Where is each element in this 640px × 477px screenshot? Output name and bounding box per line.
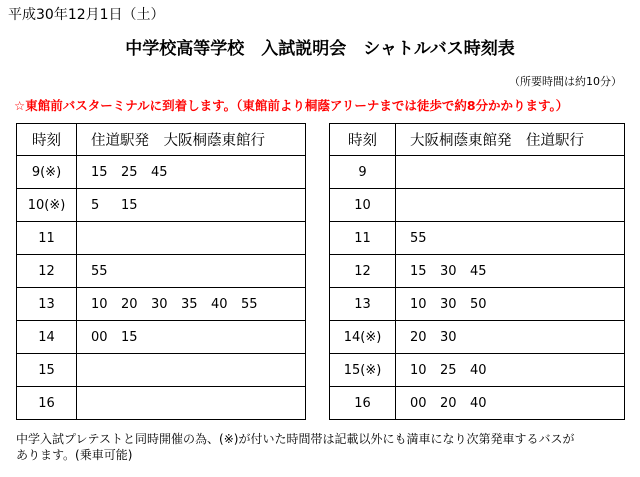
table-row [17,288,306,321]
footer-note [16,431,628,463]
table-row [17,321,306,354]
hour-cell: 11 [17,222,77,255]
departure-minute: 10 [410,296,427,312]
hour-cell: 14(※) [330,321,396,354]
departure-minutes-cell [396,321,625,354]
timetable-body [17,156,306,420]
timetable-to-suminodo-station [329,123,625,420]
table-row [330,255,625,288]
hour-column-header: 時刻 [330,124,396,156]
table-row [17,387,306,420]
departure-minute: 10 [91,296,108,312]
departure-minute: 40 [470,395,487,411]
footer-note-line: あります。(乗車可能) [16,448,133,462]
table-row [17,189,306,222]
departure-minutes-cell [77,255,306,288]
table-header-row [330,124,625,156]
departure-minute: 30 [440,296,457,312]
hour-cell: 15(※) [330,354,396,387]
table-header-row [17,124,306,156]
departure-minute: 15 [121,197,138,213]
route-column-header: 住道駅発 大阪桐蔭東館行 [77,124,306,156]
departure-minutes-cell [77,222,306,255]
departure-minutes-cell [396,156,625,189]
departure-minutes-cell [396,255,625,288]
hour-cell: 9(※) [17,156,77,189]
hour-cell: 15 [17,354,77,387]
table-row [330,354,625,387]
departure-minute: 00 [91,329,108,345]
departure-minute: 20 [410,329,427,345]
departure-minute: 20 [440,395,457,411]
departure-minutes-cell [77,354,306,387]
hour-column-header: 時刻 [17,124,77,156]
table-row [330,222,625,255]
footer-note-line: 中学入試プレテストと同時開催の為、(※)が付いた時間帯は記載以外にも満車になり次第発車するバスが [16,432,575,446]
table-row [17,156,306,189]
departure-minute: 50 [470,296,487,312]
table-row [17,255,306,288]
departure-minute: 55 [241,296,258,312]
departure-minute: 25 [121,164,138,180]
date-heading: 平成30年12月1日（土） [8,7,165,23]
departure-minutes-cell [396,189,625,222]
departure-minute: 45 [470,263,487,279]
hour-cell: 13 [330,288,396,321]
departure-minutes-cell [396,222,625,255]
page-title: 中学校高等学校 入試説明会 シャトルバス時刻表 [125,39,515,59]
hour-cell: 12 [17,255,77,288]
departure-minute: 45 [151,164,168,180]
hour-cell: 11 [330,222,396,255]
departure-minutes-cell [77,288,306,321]
hour-cell: 10 [330,189,396,222]
table-row [330,288,625,321]
departure-minutes-cell [396,288,625,321]
departure-minute: 55 [410,230,427,246]
departure-minutes-cell [77,321,306,354]
departure-minute: 30 [440,329,457,345]
departure-minute: 35 [181,296,198,312]
timetable-to-higashi-kan [16,123,306,420]
arrival-notice: ☆東館前バスターミナルに到着します。（東館前より桐蔭アリーナまでは徒歩で約8分かかります。） [14,98,569,113]
departure-minute: 25 [440,362,457,378]
hour-cell: 14 [17,321,77,354]
departure-minutes-cell [77,156,306,189]
table-row [330,189,625,222]
table-row [330,321,625,354]
hour-cell: 16 [17,387,77,420]
departure-minute: 30 [440,263,457,279]
departure-minutes-cell [396,387,625,420]
departure-minutes-cell [77,189,306,222]
timetable-body [330,156,625,420]
table-row [17,354,306,387]
table-row [330,156,625,189]
hour-cell: 9 [330,156,396,189]
table-row [17,222,306,255]
duration-note: （所要時間は約10分） [509,75,622,88]
hour-cell: 13 [17,288,77,321]
departure-minute: 00 [410,395,427,411]
departure-minute: 40 [470,362,487,378]
hour-cell: 10(※) [17,189,77,222]
departure-minute: 15 [91,164,108,180]
departure-minute: 40 [211,296,228,312]
departure-minute: 20 [121,296,138,312]
hour-cell: 16 [330,387,396,420]
hour-cell: 12 [330,255,396,288]
departure-minute: 15 [410,263,427,279]
route-column-header: 大阪桐蔭東館発 住道駅行 [396,124,625,156]
departure-minute: 5 [91,197,100,213]
departure-minute: 15 [121,329,138,345]
departure-minute: 10 [410,362,427,378]
departure-minutes-cell [396,354,625,387]
departure-minute: 30 [151,296,168,312]
departure-minutes-cell [77,387,306,420]
departure-minute: 55 [91,263,108,279]
table-row [330,387,625,420]
